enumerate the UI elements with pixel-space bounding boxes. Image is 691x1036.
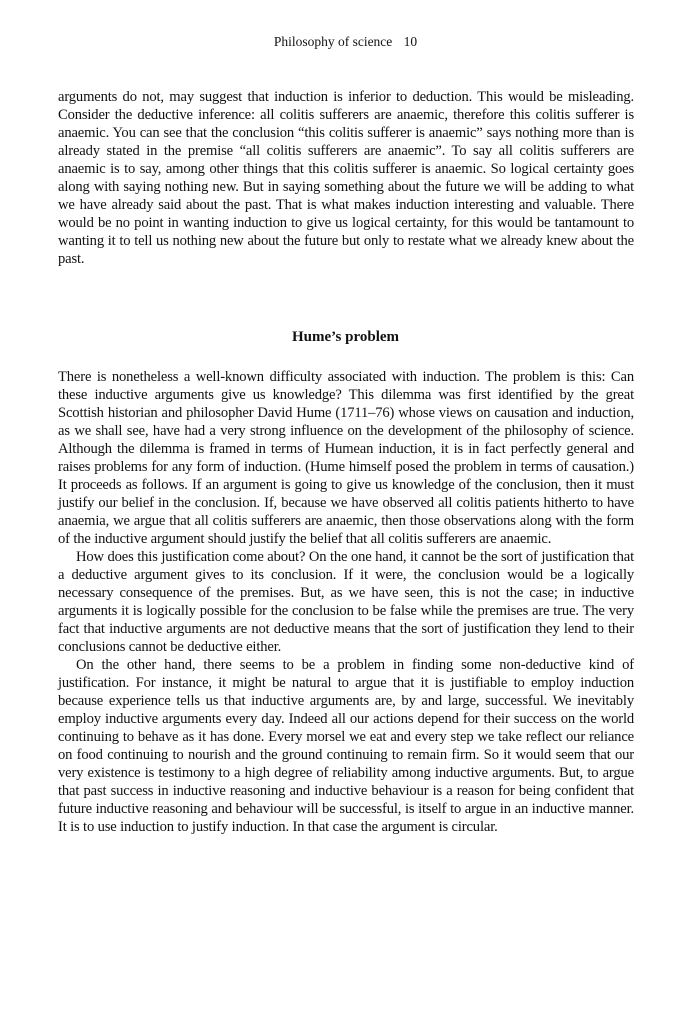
intro-text-block <box>58 88 634 268</box>
section-paragraph-2: How does this justification come about? On the one hand, it cannot be the sort of justification that a deductive argument gives to its conclusion. If it were, the conclusion would be a logically necessary consequence of the premises. But, as we have seen, this is not the case; in inductive arguments it is logically possible for the conclusion to be false while the premises are true. The very fact that inductive arguments are not deductive means that the sort of justification they lend to their conclusions cannot be deductive either. <box>58 549 634 655</box>
page-header <box>0 34 691 50</box>
running-title: Philosophy of science <box>273 34 393 49</box>
page-number: 10 <box>403 34 418 49</box>
intro-paragraph: arguments do not, may suggest that induction is inferior to deduction. This would be misleading. Consider the deductive inference: all colitis sufferers are anaemic, therefore this colitis sufferer is anaemic. You can see that the conclusion “this colitis sufferer is anaemic” says nothing more than is already stated in the premise “all colitis sufferers are anaemic”. To say all colitis sufferers are anaemic is to say, among other things that this colitis sufferer is anaemic. So logical certainty goes along with saying nothing new. But in saying something about the future we will be adding to what we have already said about the past. That is what makes induction interesting and valuable. There would be no point in wanting induction to give us logical certainty, for this would be tantamount to wanting it to tell us nothing new about the future but only to restate what we already knew about the past. <box>58 89 634 267</box>
section-paragraph-3: On the other hand, there seems to be a problem in finding some non-deductive kind of justification. For instance, it might be natural to argue that it is justifiable to employ induction because experience tells us that inductive arguments are, by and large, successful. We inevitably employ inductive arguments every day. Indeed all our actions depend for their success on the world continuing to behave as it has done. Every morsel we eat and every step we take reflect our reliance on food continuing to nourish and the ground continuing to remain firm. So it would seem that our very existence is testimony to a high degree of reliability among inductive arguments. But, to argue that past success in inductive reasoning and inductive behaviour is a reason for being confident that future inductive reasoning and behaviour will be successful, is itself to argue in an inductive manner. It is to use induction to justify induction. In that case the argument is circular. <box>58 657 634 835</box>
section-heading: Hume’s problem <box>291 329 400 345</box>
section-paragraph-1: There is nonetheless a well-known difficulty associated with induction. The problem is this: Can these inductive arguments give us knowledge? This dilemma was first identified by the great Scottish historian and philosopher David Hume (1711–76) whose views on causation and induction, as we shall see, have had a very strong influence on the development of the philosophy of science. Although the dilemma is framed in terms of Humean induction, it is in fact perfectly general and raises problems for any form of induction. (Hume himself posed the problem in terms of causation.) It proceeds as follows. If an argument is going to give us knowledge of the conclusion, then it must justify our belief in the conclusion. If, because we have observed all colitis patients hitherto to have anaemia, we argue that all colitis sufferers are anaemic, then those observations along with the form of the inductive argument should justify the belief that all colitis sufferers are anaemic. <box>58 369 634 547</box>
section-text-block <box>58 368 634 836</box>
